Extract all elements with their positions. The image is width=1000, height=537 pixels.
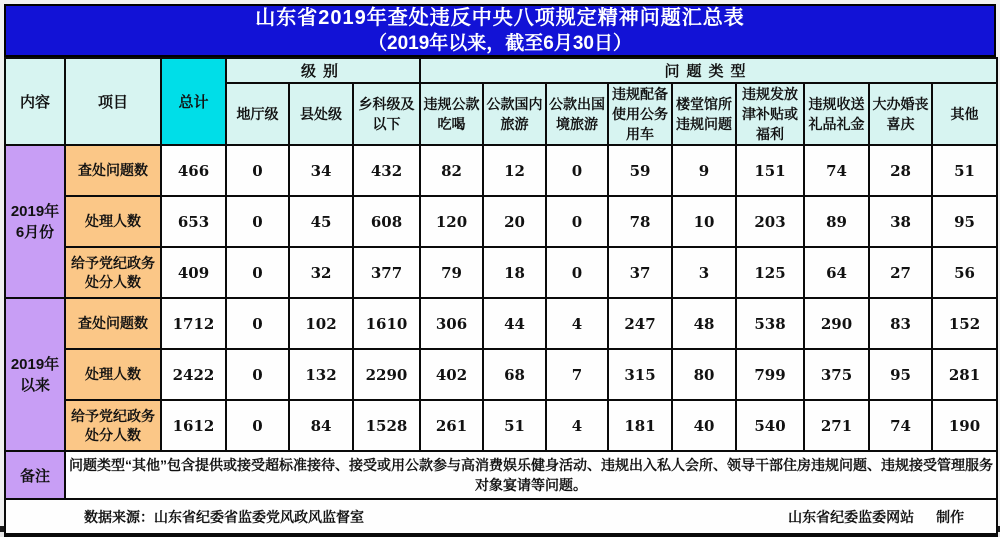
data-cell: 290	[804, 298, 869, 349]
data-cell: 89	[804, 196, 869, 247]
data-cell: 95	[932, 196, 997, 247]
data-cell: 181	[608, 400, 672, 451]
data-cell: 45	[289, 196, 353, 247]
data-cell: 80	[672, 349, 736, 400]
note-label: 备注	[5, 451, 65, 499]
data-cell: 151	[736, 145, 804, 196]
data-cell: 12	[483, 145, 546, 196]
summary-table	[4, 57, 998, 537]
note-text: 问题类型“其他”包含提供或接受超标准接待、接受或用公款参与高消费娱乐健身活动、违规出入私人会所、领导干部住房违规问题、违规接受管理服务对象宴请等问题。	[65, 451, 997, 499]
data-cell: 79	[420, 247, 483, 298]
page-title: 山东省2019年查处违反中央八项规定精神问题汇总表	[255, 7, 745, 29]
data-cell: 466	[161, 145, 226, 196]
col-header-problem-5: 楼堂馆所违规问题	[672, 83, 736, 145]
data-cell: 132	[289, 349, 353, 400]
data-cell: 1528	[353, 400, 420, 451]
data-cell: 68	[483, 349, 546, 400]
data-cell: 44	[483, 298, 546, 349]
data-cell: 82	[420, 145, 483, 196]
page-subtitle: （2019年以来，截至6月30日）	[368, 33, 632, 54]
row-label: 查处问题数	[65, 298, 161, 349]
row-label: 处理人数	[65, 196, 161, 247]
row-label: 给予党纪政务处分人数	[65, 400, 161, 451]
table-row	[5, 400, 997, 451]
data-cell: 540	[736, 400, 804, 451]
period-cell: 2019年以来	[5, 298, 65, 451]
data-cell: 190	[932, 400, 997, 451]
data-cell: 20	[483, 196, 546, 247]
group-header-level: 级别	[226, 58, 420, 83]
table-row	[5, 349, 997, 400]
row-label: 查处问题数	[65, 145, 161, 196]
data-cell: 261	[420, 400, 483, 451]
data-cell: 315	[608, 349, 672, 400]
col-header-level-3: 乡科级及以下	[353, 83, 420, 145]
data-cell: 120	[420, 196, 483, 247]
col-header-problem-8: 大办婚丧喜庆	[869, 83, 932, 145]
col-header-problem-9: 其他	[932, 83, 997, 145]
data-cell: 7	[546, 349, 608, 400]
data-cell: 4	[546, 400, 608, 451]
credit-action: 制作	[936, 508, 965, 525]
data-cell: 799	[736, 349, 804, 400]
data-cell: 306	[420, 298, 483, 349]
data-cell: 247	[608, 298, 672, 349]
data-cell: 402	[420, 349, 483, 400]
col-header-problem-7: 违规收送礼品礼金	[804, 83, 869, 145]
data-cell: 377	[353, 247, 420, 298]
data-cell: 375	[804, 349, 869, 400]
table-row	[5, 298, 997, 349]
data-cell: 102	[289, 298, 353, 349]
data-cell: 9	[672, 145, 736, 196]
credit-site: 山东省纪委监委网站	[788, 508, 915, 525]
col-header-problem-2: 公款国内旅游	[483, 83, 546, 145]
table-row	[5, 196, 997, 247]
col-header-problem-4: 违规配备使用公务用车	[608, 83, 672, 145]
data-cell: 203	[736, 196, 804, 247]
col-header-level-1: 地厅级	[226, 83, 289, 145]
title-banner	[4, 4, 996, 57]
data-cell: 653	[161, 196, 226, 247]
data-cell: 3	[672, 247, 736, 298]
data-cell: 74	[804, 145, 869, 196]
data-cell: 1712	[161, 298, 226, 349]
data-cell: 38	[869, 196, 932, 247]
row-label: 给予党纪政务处分人数	[65, 247, 161, 298]
data-cell: 0	[226, 145, 289, 196]
data-cell: 0	[546, 196, 608, 247]
data-cell: 59	[608, 145, 672, 196]
credit-text	[788, 507, 964, 527]
data-cell: 32	[289, 247, 353, 298]
col-header-content: 内容	[5, 58, 65, 145]
data-cell: 0	[226, 298, 289, 349]
data-cell: 0	[226, 349, 289, 400]
data-cell: 74	[869, 400, 932, 451]
data-cell: 0	[546, 145, 608, 196]
data-cell: 4	[546, 298, 608, 349]
data-cell: 48	[672, 298, 736, 349]
table-row	[5, 247, 997, 298]
data-source-text: 数据来源：山东省纪委省监委党风政风监督室	[84, 508, 364, 525]
data-cell: 56	[932, 247, 997, 298]
row-label: 处理人数	[65, 349, 161, 400]
data-cell: 27	[869, 247, 932, 298]
col-header-item: 项目	[65, 58, 161, 145]
col-header-problem-3: 公款出国境旅游	[546, 83, 608, 145]
footer-row	[5, 499, 997, 535]
data-cell: 84	[289, 400, 353, 451]
data-cell: 34	[289, 145, 353, 196]
col-header-total: 总计	[161, 58, 226, 145]
data-cell: 0	[226, 400, 289, 451]
data-cell: 1612	[161, 400, 226, 451]
group-header-problem-type: 问题类型	[420, 58, 997, 83]
data-cell: 1610	[353, 298, 420, 349]
data-cell: 271	[804, 400, 869, 451]
data-cell: 78	[608, 196, 672, 247]
data-cell: 0	[226, 247, 289, 298]
data-cell: 51	[932, 145, 997, 196]
data-cell: 608	[353, 196, 420, 247]
period-cell: 2019年6月份	[5, 145, 65, 298]
data-cell: 95	[869, 349, 932, 400]
col-header-level-2: 县处级	[289, 83, 353, 145]
data-cell: 432	[353, 145, 420, 196]
data-cell: 37	[608, 247, 672, 298]
data-cell: 538	[736, 298, 804, 349]
table-row	[5, 145, 997, 196]
data-cell: 83	[869, 298, 932, 349]
data-cell: 281	[932, 349, 997, 400]
data-cell: 18	[483, 247, 546, 298]
data-cell: 409	[161, 247, 226, 298]
data-cell: 51	[483, 400, 546, 451]
data-cell: 0	[546, 247, 608, 298]
data-cell: 152	[932, 298, 997, 349]
data-cell: 10	[672, 196, 736, 247]
col-header-problem-1: 违规公款吃喝	[420, 83, 483, 145]
table-body	[5, 145, 997, 451]
data-cell: 40	[672, 400, 736, 451]
data-cell: 125	[736, 247, 804, 298]
data-cell: 2290	[353, 349, 420, 400]
data-cell: 0	[226, 196, 289, 247]
data-cell: 28	[869, 145, 932, 196]
data-cell: 2422	[161, 349, 226, 400]
col-header-problem-6: 违规发放津补贴或福利	[736, 83, 804, 145]
data-cell: 64	[804, 247, 869, 298]
